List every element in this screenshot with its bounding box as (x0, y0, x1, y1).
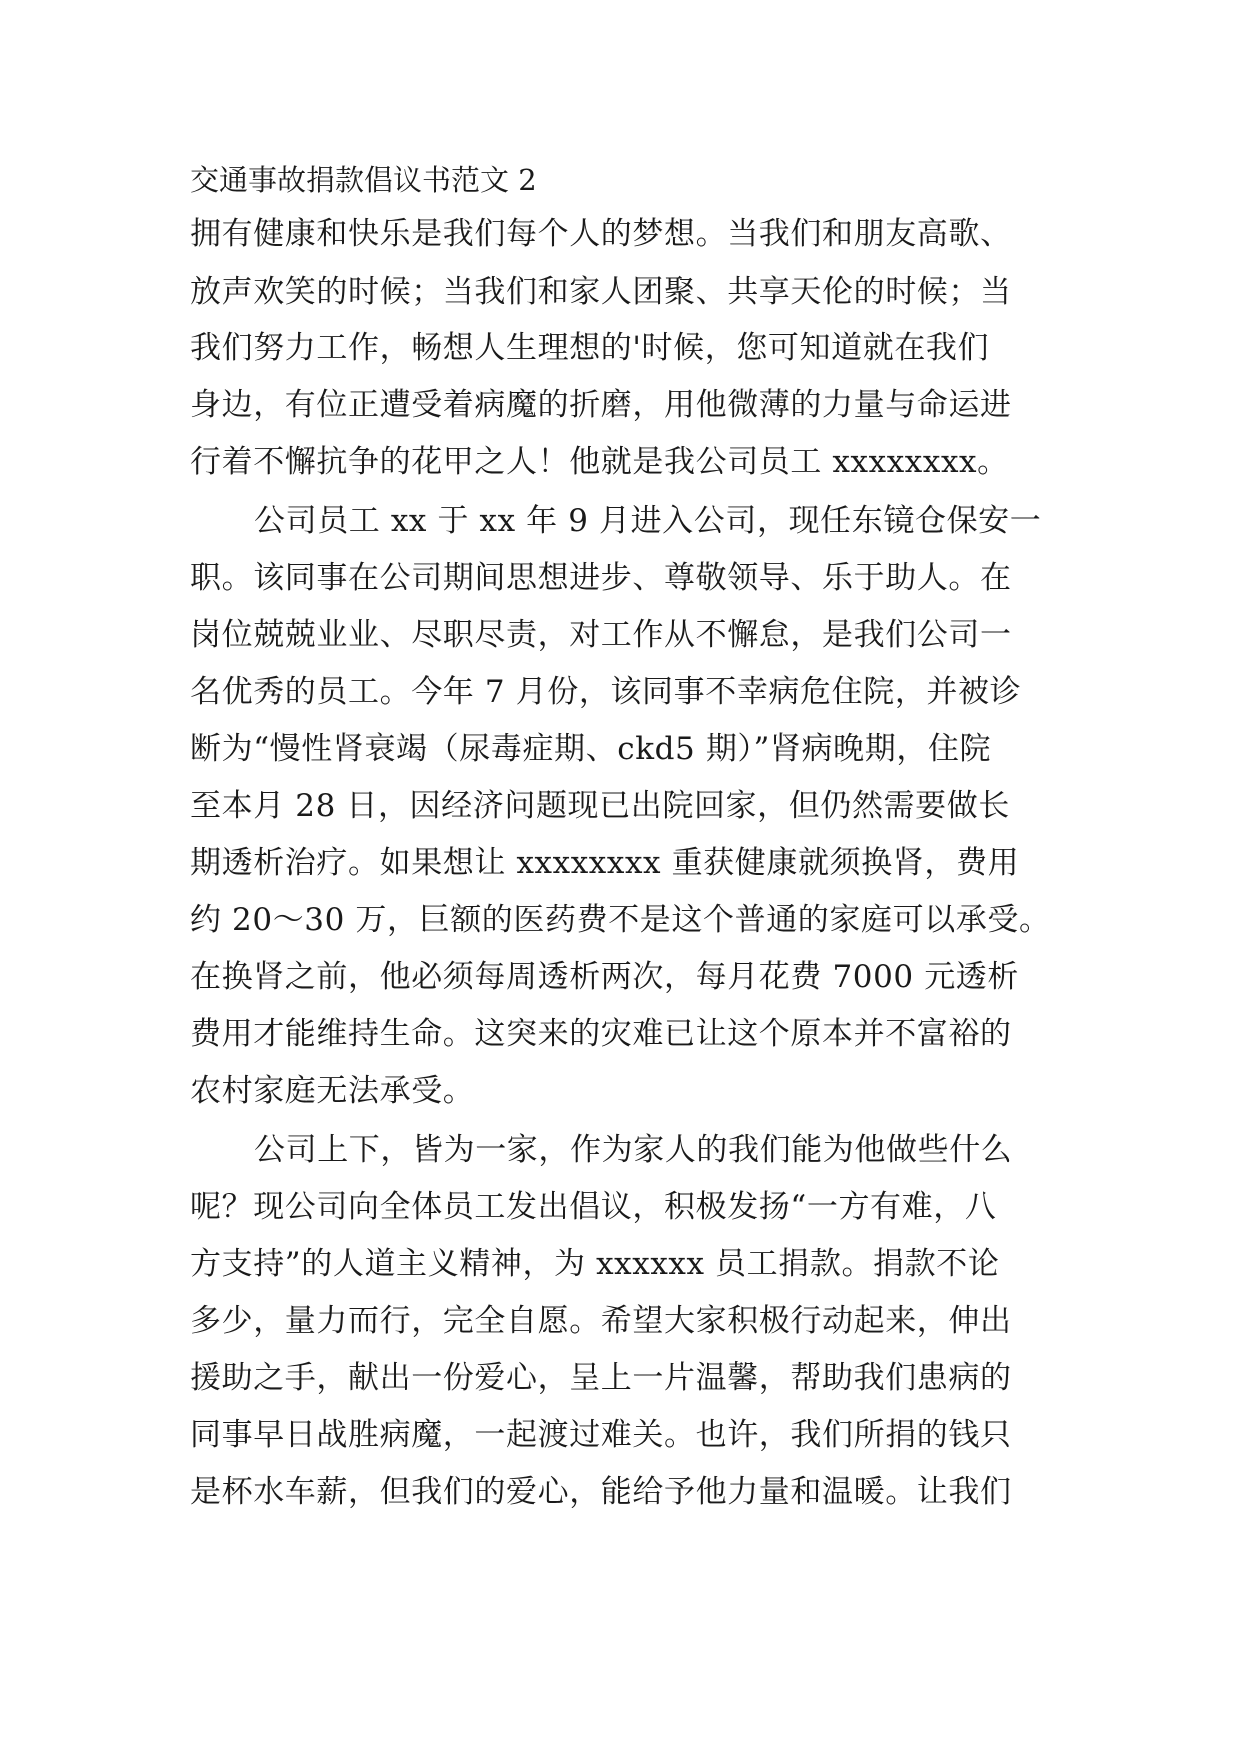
paragraph-1-line-1: 拥有健康和快乐是我们每个人的梦想。当我们和朋友高歌、 (190, 216, 1012, 252)
paragraph-2-line-10: 费用才能维持生命。这突来的灾难已让这个原本并不富裕的 (190, 1016, 1012, 1052)
paragraph-3-line-4: 多少，量力而行，完全自愿。希望大家积极行动起来，伸出 (190, 1303, 1012, 1339)
paragraph-1-line-3: 我们努力工作，畅想人生理想的'时候，您可知道就在我们 (190, 330, 990, 366)
paragraph-3-line-6: 同事早日战胜病魔，一起渡过难关。也许，我们所捐的钱只 (190, 1417, 1012, 1453)
paragraph-2-line-5: 断为“慢性肾衰竭（尿毒症期、ckd5 期）”肾病晚期，住院 (190, 731, 992, 767)
paragraph-3-line-7: 是杯水车薪，但我们的爱心，能给予他力量和温暖。让我们 (190, 1474, 1012, 1510)
paragraph-2-line-8: 约 20～30 万，巨额的医药费不是这个普通的家庭可以承受。 (190, 902, 1051, 938)
document-title: 交通事故捐款倡议书范文 2 (190, 163, 537, 197)
paragraph-3-line-3: 方支持”的人道主义精神，为 xxxxxx 员工捐款。捐款不论 (190, 1246, 1000, 1282)
paragraph-1-line-4: 身边，有位正遭受着病魔的折磨，用他微薄的力量与命运进 (190, 387, 1012, 423)
paragraph-3-line-2: 呢？现公司向全体员工发出倡议，积极发扬“一方有难，八 (190, 1189, 997, 1225)
paragraph-2-line-9: 在换肾之前，他必须每周透析两次，每月花费 7000 元透析 (190, 959, 1019, 995)
paragraph-3-line-5: 援助之手，献出一份爱心，呈上一片温馨，帮助我们患病的 (190, 1360, 1012, 1396)
paragraph-2-line-4: 名优秀的员工。今年 7 月份，该同事不幸病危住院，并被诊 (190, 674, 1022, 710)
paragraph-2-line-3: 岗位兢兢业业、尽职尽责，对工作从不懈怠，是我们公司一 (190, 617, 1012, 653)
paragraph-3-line-1: 公司上下，皆为一家，作为家人的我们能为他做些什么 (254, 1132, 1013, 1168)
paragraph-2-line-2: 职。该同事在公司期间思想进步、尊敬领导、乐于助人。在 (190, 560, 1012, 596)
paragraph-2-line-6: 至本月 28 日，因经济问题现已出院回家，但仍然需要做长 (190, 788, 1010, 824)
paragraph-1-line-2: 放声欢笑的时候；当我们和家人团聚、共享天伦的时候；当 (190, 274, 1012, 310)
paragraph-2-line-11: 农村家庭无法承受。 (190, 1073, 475, 1109)
paragraph-1-line-5: 行着不懈抗争的花甲之人！他就是我公司员工 xxxxxxxx。 (190, 444, 1009, 480)
paragraph-2-line-1: 公司员工 xx 于 xx 年 9 月进入公司，现任东镜仓保安一 (254, 503, 1042, 539)
paragraph-2-line-7: 期透析治疗。如果想让 xxxxxxxx 重获健康就须换肾，费用 (190, 845, 1020, 881)
